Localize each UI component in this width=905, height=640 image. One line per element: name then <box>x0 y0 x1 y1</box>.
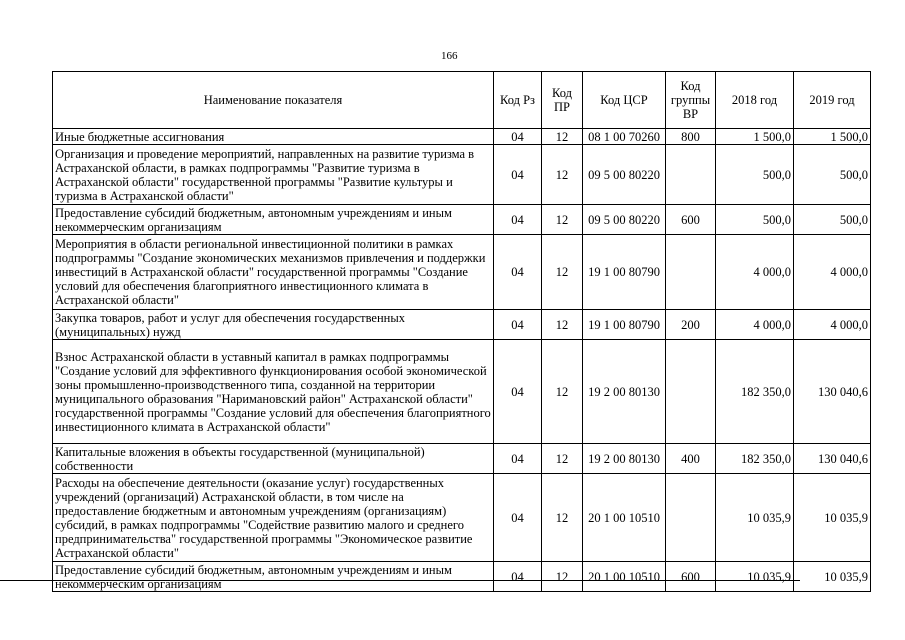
row-2019: 500,0 <box>794 205 871 235</box>
row-pr: 12 <box>542 235 583 310</box>
page-number: 166 <box>441 50 458 62</box>
row-2019: 4 000,0 <box>794 235 871 310</box>
row-rz: 04 <box>494 474 542 562</box>
row-vr: 600 <box>666 562 716 592</box>
row-2019: 4 000,0 <box>794 310 871 340</box>
row-vr <box>666 340 716 444</box>
row-pr: 12 <box>542 205 583 235</box>
row-csr: 20 1 00 10510 <box>583 474 666 562</box>
row-csr: 19 2 00 80130 <box>583 444 666 474</box>
row-pr: 12 <box>542 444 583 474</box>
row-2019: 10 035,9 <box>794 562 871 592</box>
row-name: Иные бюджетные ассигнования <box>53 129 494 145</box>
row-pr: 12 <box>542 562 583 592</box>
row-name: Взнос Астраханской области в уставный капитал в рамках подпрограммы "Создание условий для эффективного функционирования особой экономической зоны промышленно-производственного типа, созданной на территории муниципального образования "Наримановский район" Астраханской области" государственной программы "Создание условий для обеспечения благоприятного инвестиционного климата в Астраханской области" <box>53 340 494 444</box>
row-csr: 09 5 00 80220 <box>583 205 666 235</box>
row-vr: 400 <box>666 444 716 474</box>
row-csr: 20 1 00 10510 <box>583 562 666 592</box>
row-rz: 04 <box>494 562 542 592</box>
row-2018: 500,0 <box>716 205 794 235</box>
header-vr: Код группы ВР <box>666 72 716 129</box>
table-row <box>53 205 871 235</box>
row-csr: 09 5 00 80220 <box>583 145 666 205</box>
row-rz: 04 <box>494 444 542 474</box>
strikethrough-line <box>0 580 800 581</box>
table-row <box>53 340 871 444</box>
header-rz: Код Рз <box>494 72 542 129</box>
row-pr: 12 <box>542 474 583 562</box>
row-2019: 1 500,0 <box>794 129 871 145</box>
row-name: Капитальные вложения в объекты государственной (муниципальной) собственности <box>53 444 494 474</box>
row-rz: 04 <box>494 129 542 145</box>
row-name: Расходы на обеспечение деятельности (оказание услуг) государственных учреждений (организаций) Астраханской области, в том числе на предоставление бюджетным и автономным учреждениям (организациям) субсидий, в рамках подпрограммы "Содействие развитию малого и среднего предпринимательства" государственной программы "Экономическое развитие Астраханской области" <box>53 474 494 562</box>
table-row <box>53 129 871 145</box>
row-rz: 04 <box>494 235 542 310</box>
row-vr: 600 <box>666 205 716 235</box>
header-csr: Код ЦСР <box>583 72 666 129</box>
row-rz: 04 <box>494 145 542 205</box>
row-rz: 04 <box>494 205 542 235</box>
row-pr: 12 <box>542 310 583 340</box>
row-2018: 4 000,0 <box>716 235 794 310</box>
row-vr <box>666 235 716 310</box>
table-row <box>53 444 871 474</box>
row-vr <box>666 145 716 205</box>
table-row <box>53 235 871 310</box>
header-name: Наименование показателя <box>53 72 494 129</box>
row-csr: 08 1 00 70260 <box>583 129 666 145</box>
header-2019: 2019 год <box>794 72 871 129</box>
row-csr: 19 1 00 80790 <box>583 235 666 310</box>
row-vr: 200 <box>666 310 716 340</box>
row-2018: 500,0 <box>716 145 794 205</box>
row-pr: 12 <box>542 129 583 145</box>
row-name: Закупка товаров, работ и услуг для обеспечения государственных (муниципальных) нужд <box>53 310 494 340</box>
row-name: Предоставление субсидий бюджетным, автономным учреждениям и иным некоммерческим организациям <box>53 205 494 235</box>
header-pr: Код ПР <box>542 72 583 129</box>
row-pr: 12 <box>542 340 583 444</box>
row-2019: 130 040,6 <box>794 444 871 474</box>
table-row <box>53 310 871 340</box>
row-2018: 182 350,0 <box>716 444 794 474</box>
row-rz: 04 <box>494 340 542 444</box>
row-2018: 10 035,9 <box>716 562 794 592</box>
header-2018: 2018 год <box>716 72 794 129</box>
row-vr <box>666 474 716 562</box>
table-header-row <box>53 72 871 129</box>
row-2019: 500,0 <box>794 145 871 205</box>
table-row <box>53 145 871 205</box>
row-csr: 19 1 00 80790 <box>583 310 666 340</box>
row-name: Предоставление субсидий бюджетным, автономным учреждениям и иным некоммерческим организациям <box>53 562 494 592</box>
row-pr: 12 <box>542 145 583 205</box>
row-2019: 130 040,6 <box>794 340 871 444</box>
row-2018: 4 000,0 <box>716 310 794 340</box>
table-row <box>53 562 871 592</box>
row-rz: 04 <box>494 310 542 340</box>
row-2018: 1 500,0 <box>716 129 794 145</box>
row-name: Организация и проведение мероприятий, направленных на развитие туризма в Астраханской области, в рамках подпрограммы "Развитие туризма в Астраханской области" государственной программы "Развитие культуры и туризма в Астраханской области" <box>53 145 494 205</box>
row-csr: 19 2 00 80130 <box>583 340 666 444</box>
row-name: Мероприятия в области региональной инвестиционной политики в рамках подпрограммы "Создание экономических механизмов привлечения и поддержки инвестиций в Астраханской области" государственной программы "Создание условий для обеспечения благоприятного инвестиционного климата в Астраханской области" <box>53 235 494 310</box>
table-row <box>53 474 871 562</box>
row-2018: 10 035,9 <box>716 474 794 562</box>
row-vr: 800 <box>666 129 716 145</box>
row-2018: 182 350,0 <box>716 340 794 444</box>
row-2019: 10 035,9 <box>794 474 871 562</box>
budget-table <box>52 71 871 592</box>
